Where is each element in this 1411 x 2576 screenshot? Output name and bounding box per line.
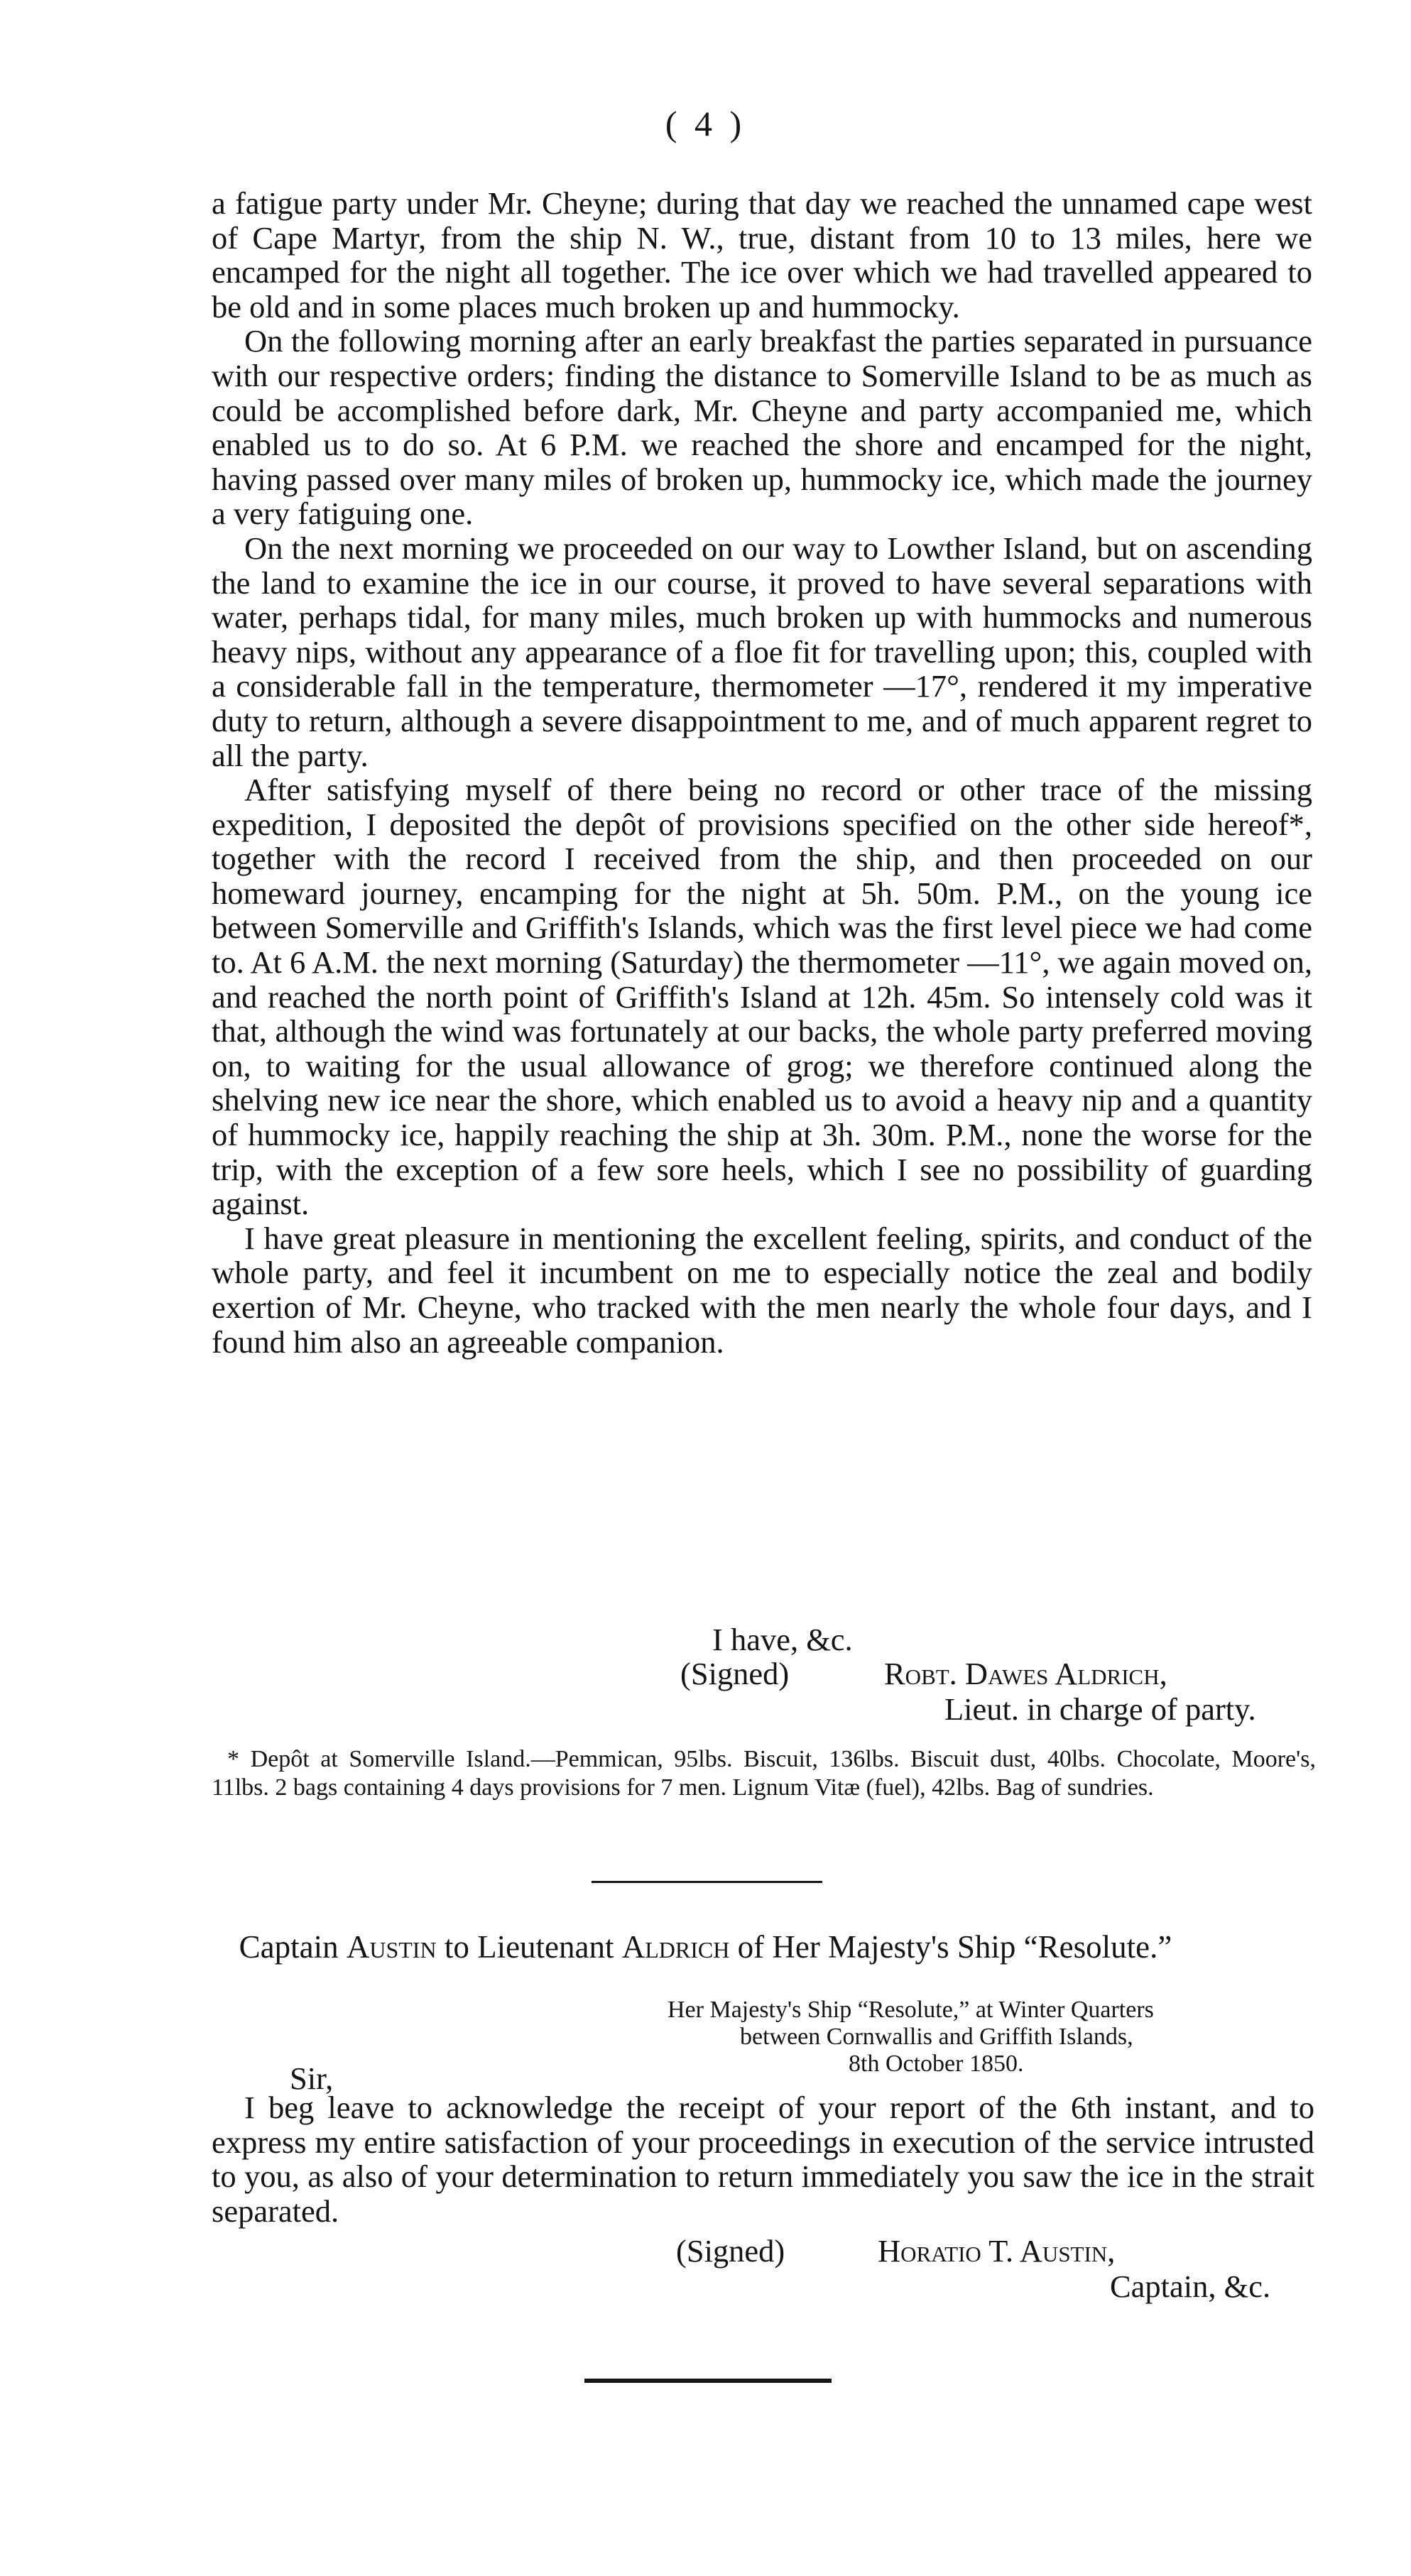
paragraph-3: On the next morning we proceeded on our way to Lowther Island, but on ascending the land to examine the ice in our course, it proved to have several separations with water, perhaps tidal, for many miles, much broken up with hummocks and numerous heavy nips, without any appearance of a floe fit for travelling upon; this, coupled with a considerable fall in the temperature, thermometer —17°, rendered it my imperative duty to return, although a severe disappointment to me, and of much apparent regret to all the party. [212, 530, 1312, 773]
address-line-1: Her Majesty's Ship “Resolute,” at Winter Quarters [668, 1997, 1154, 2023]
letter1-signatory-title: Lieut. in charge of party. [944, 1691, 1256, 1727]
heading-from-name: Austin [346, 1929, 437, 1965]
letter1-signatory: Robt. Dawes Aldrich, [884, 1656, 1167, 1691]
letter-austin-body: I beg leave to acknowledge the receipt of your report of the 6th instant, and to express my entire satisfaction of your proceedings in execution of the service intrusted to you, as also of your determination to return immediately you saw the ice in the strait separated. [212, 2090, 1314, 2229]
paragraph-5: I have great pleasure in mentioning the excellent feeling, spirits, and conduct of the whole party, and feel it incumbent on me to especially notice the zeal and bodily exertion of Mr. Cheyne, who tracked with the men nearly the whole four days, and I found him also an agreeable companion. [212, 1220, 1312, 1360]
letter-austin-heading [0, 1928, 1411, 1965]
end-rule [584, 2379, 832, 2383]
depot-footnote: * Depôt at Somerville Island.—Pemmican, 95lbs. Biscuit, 136lbs. Biscuit dust, 40lbs. Chocolate, Moore's, 11lbs. 2 bags containing 4 days provisions for 7 men. Lignum Vitæ (fuel), 42lbs. Bag of sundries. [212, 1746, 1316, 1801]
heading-after: of Her Majesty's Ship “Resolute.” [729, 1929, 1172, 1965]
letter-date: 8th October 1850. [849, 2051, 1024, 2077]
letter-aldrich-body [212, 186, 1312, 1359]
letter2-signed-label: (Signed) [676, 2233, 785, 2269]
address-line-2: between Cornwallis and Griffith Islands, [740, 2024, 1133, 2050]
letter2-signatory: Horatio T. Austin, [878, 2233, 1116, 2269]
paragraph-4: After satisfying myself of there being no record or other trace of the missing expedition, I deposited the depôt of provisions specified on the other side hereof*, together with the record I received from the ship, and then proceeded on our homeward journey, encamping for the night at 5h. 50m. P.M., on the young ice between Somerville and Griffith's Islands, which was the first level piece we had come to. At 6 A.M. the next morning (Saturday) the thermometer —11°, we again moved on, and reached the north point of Griffith's Island at 12h. 45m. So intensely cold was it that, although the wind was fortunately at our backs, the whole party preferred moving on, to waiting for the usual allowance of grog; we therefore continued along the shelving new ice near the shore, which enabled us to avoid a heavy nip and a quantity of hummocky ice, happily reaching the ship at 3h. 30m. P.M., none the worse for the trip, with the exception of a few sore heels, which I see no possibility of guarding against. [212, 772, 1312, 1222]
salutation: Sir, [290, 2061, 334, 2096]
paragraph-1: a fatigue party under Mr. Cheyne; during that day we reached the unnamed cape west of Cape Martyr, from the ship N. W., true, distant from 10 to 13 miles, here we encamped for the night all together. The ice over which we had travelled appeared to be old and in some places much broken up and hummocky. [212, 185, 1312, 324]
page-number: ( 4 ) [665, 104, 746, 143]
letter2-signatory-title: Captain, &c. [1110, 2269, 1271, 2304]
heading-before: Captain [239, 1929, 347, 1965]
section-divider [592, 1881, 822, 1883]
letter1-signed-label: (Signed) [680, 1656, 790, 1691]
letter1-closing: I have, &c. [712, 1622, 853, 1657]
paragraph-2: On the following morning after an early breakfast the parties separated in pursuance with our respective orders; finding the distance to Somerville Island to be as much as could be accomplished before dark, Mr. Cheyne and party accompanied me, which enabled us to do so. At 6 P.M. we reached the shore and encamped for the night, having passed over many miles of broken up, hummocky ice, which made the journey a very fatiguing one. [212, 323, 1312, 532]
heading-middle: to Lieutenant [436, 1929, 622, 1965]
heading-to-name: Aldrich [621, 1929, 730, 1965]
